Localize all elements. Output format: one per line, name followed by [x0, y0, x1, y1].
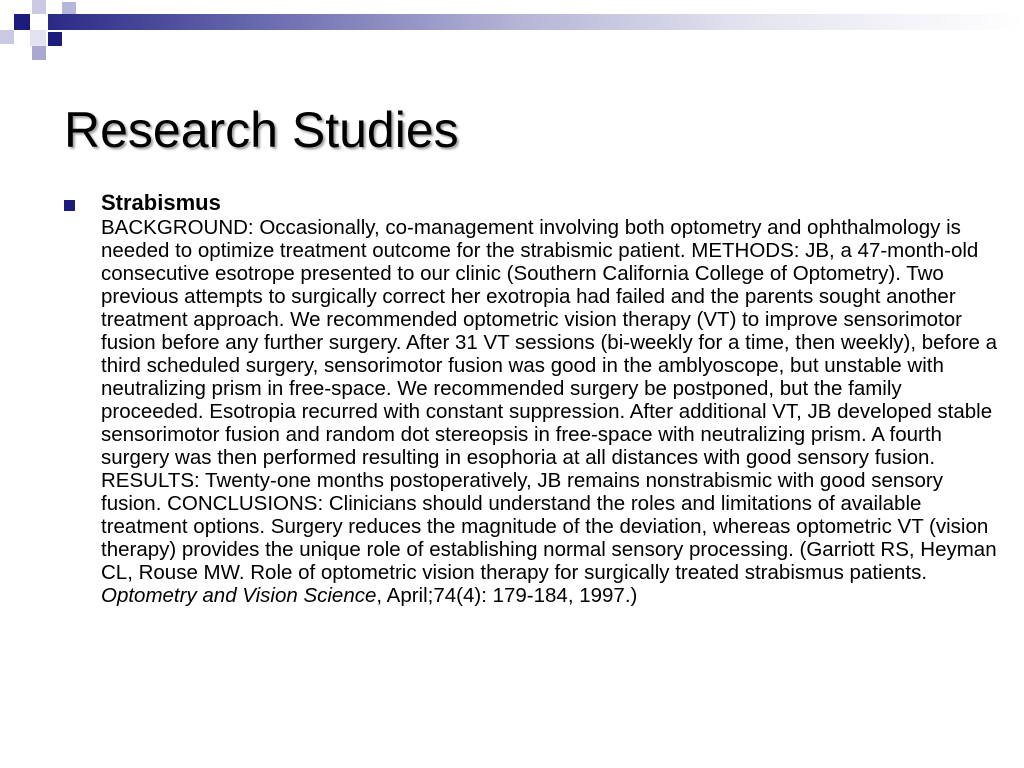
header-gradient-bar: [48, 14, 1024, 30]
citation-details: , April;74(4): 179-184, 1997.): [376, 584, 638, 607]
decorative-square-light: [30, 30, 46, 46]
decorative-square-light: [0, 30, 14, 44]
bullet-content: [101, 190, 1006, 607]
decorative-square-dark: [14, 14, 30, 30]
decorative-square-light: [32, 46, 46, 60]
slide-title: Research Studies: [64, 102, 459, 158]
bullet-heading: Strabismus: [101, 190, 221, 215]
abstract-text: BACKGROUND: Occasionally, co-management involving both optometry and ophthalmology is needed to optimize treatment outcome for the strabismic patient. METHODS: JB, a 47-month-old consecutive esotrope presented to our clinic (Southern California College of Optometry). Two previous attempts to surgically correct her exotropia had failed and the parents sought another treatment approach. We recommended optometric vision therapy (VT) to improve sensorimotor fusion before any further surgery. After 31 VT sessions (bi-weekly for a time, then weekly), before a third scheduled surgery, sensorimotor fusion was good in the amblyoscope, but unstable with neutralizing prism in free-space. We recommended surgery be postponed, but the family proceeded. Esotropia recurred with constant suppression. After additional VT, JB developed stable sensorimotor fusion and random dot stereopsis in free-space with neutralizing prism. A fourth surgery was then performed resulting in esophoria at all distances with good sensory fusion. RESULTS: Twenty-one months postoperatively, JB remains nonstrabismic with good sensory fusion. CONCLUSIONS: Clinicians should understand the roles and limitations of available treatment options. Surgery reduces the magnitude of the deviation, whereas optometric VT (vision therapy) provides the unique role of establishing normal sensory processing. (Garriott RS, Heyman CL, Rouse MW. Role of optometric vision therapy for surgically treated strabismus patients.: [101, 216, 997, 584]
bullet-body: [101, 216, 1006, 607]
decorative-square-light: [32, 0, 46, 14]
journal-name: Optometry and Vision Science: [101, 584, 377, 607]
square-bullet-icon: [64, 200, 75, 211]
decorative-square-dark: [48, 32, 62, 46]
